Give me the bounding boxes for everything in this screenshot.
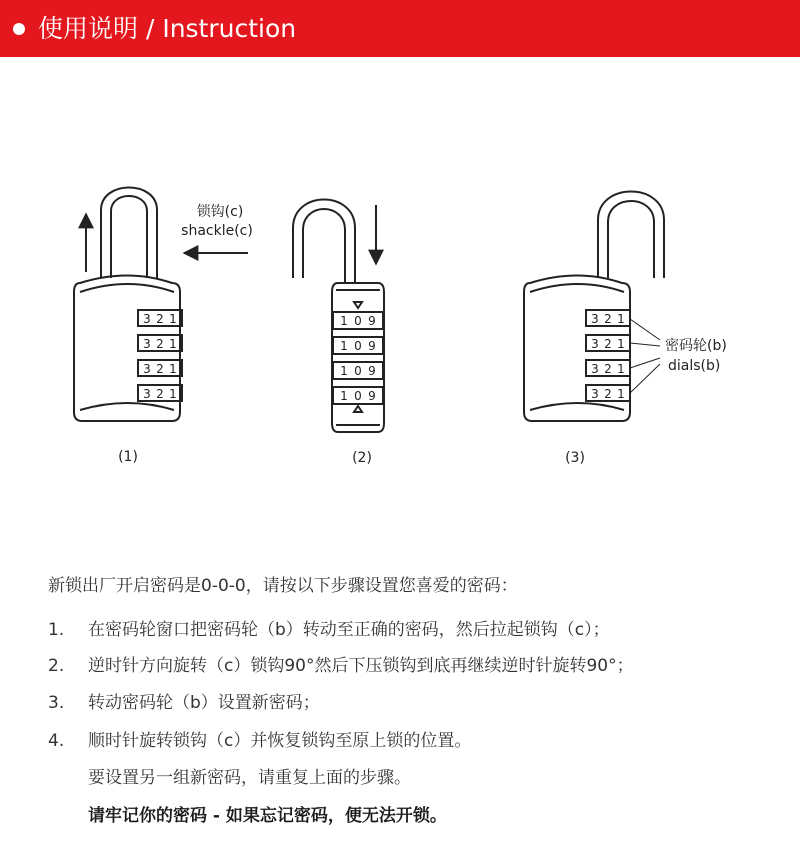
intro-text: 新锁出厂开启密码是0-0-0，请按以下步骤设置您喜爱的密码： — [48, 576, 518, 596]
lock-3-illustration — [524, 192, 664, 422]
list-item — [48, 616, 788, 644]
step-text: 逆时针方向旋转（c）锁钩90°然后下压锁钩到底再继续逆时针旋转90°； — [88, 656, 634, 676]
dial-digit: 3 — [143, 312, 151, 326]
dial-digit: 1 — [617, 362, 625, 376]
list-item — [48, 727, 788, 755]
lock-2-shackle — [293, 200, 355, 284]
dial-digit: 3 — [143, 362, 151, 376]
step-text: 在密码轮窗口把密码轮（b）转动至正确的密码，然后拉起锁钩（c）； — [88, 620, 610, 640]
dial-digit: 3 — [591, 312, 599, 326]
padlock-diagram — [0, 180, 800, 480]
dial-digit: 1 — [340, 389, 348, 403]
dial-digit: 1 — [340, 339, 348, 353]
dial-digit: 1 — [617, 312, 625, 326]
dial-digit: 1 — [340, 314, 348, 328]
dial-digit: 1 — [617, 337, 625, 351]
dial-digit: 3 — [591, 337, 599, 351]
list-item — [48, 652, 788, 680]
lock-1-caption: (1) — [118, 449, 138, 465]
repeat-note: 要设置另一组新密码，请重复上面的步骤。 — [88, 768, 411, 788]
lock-2-illustration — [293, 200, 384, 433]
list-item — [48, 689, 788, 717]
dial-digit: 2 — [156, 387, 164, 401]
dial-digit: 9 — [368, 364, 376, 378]
step-number: 4. — [48, 731, 65, 751]
dial-digit: 0 — [354, 339, 362, 353]
dial-digit: 3 — [143, 337, 151, 351]
dial-digit: 2 — [604, 387, 612, 401]
dials-callout-lines — [630, 319, 660, 393]
dial-digit: 2 — [156, 362, 164, 376]
dial-digit: 1 — [617, 387, 625, 401]
lock-3-body — [524, 276, 630, 422]
step-text: 顺时针旋转锁钩（c）并恢复锁钩至原上锁的位置。 — [88, 731, 472, 751]
dials-label-cn: 密码轮(b) — [665, 338, 727, 354]
dial-digit: 9 — [368, 314, 376, 328]
header-bar — [0, 0, 800, 57]
step-text: 转动密码轮（b）设置新密码； — [88, 693, 320, 713]
warning-text: 请牢记你的密码 - 如果忘记密码，便无法开锁。 — [88, 806, 447, 826]
dial-digit: 3 — [143, 387, 151, 401]
dial-digit: 0 — [354, 364, 362, 378]
lock-2-caption: (2) — [352, 450, 372, 466]
step-number: 2. — [48, 656, 65, 676]
page-title: 使用说明 / Instruction — [38, 14, 297, 43]
dial-digit: 1 — [169, 387, 177, 401]
dial-digit: 2 — [604, 337, 612, 351]
dial-digit: 1 — [340, 364, 348, 378]
step-number: 1. — [48, 620, 65, 640]
dials-label-en: dials(b) — [668, 358, 721, 374]
lock-2-body — [332, 283, 384, 432]
dial-digit: 1 — [169, 337, 177, 351]
lock-1-shackle — [101, 188, 157, 279]
dial-digit: 0 — [354, 314, 362, 328]
dial-digit: 3 — [591, 387, 599, 401]
step-number: 3. — [48, 693, 65, 713]
shackle-label-cn: 锁钩(c) — [196, 204, 244, 220]
bullet-icon — [13, 23, 25, 35]
dial-digit: 3 — [591, 362, 599, 376]
lock-3-shackle — [598, 192, 664, 279]
dial-digit: 9 — [368, 339, 376, 353]
dial-digit: 2 — [156, 337, 164, 351]
dial-digit: 2 — [604, 312, 612, 326]
dial-digit: 1 — [169, 312, 177, 326]
dial-digit: 1 — [169, 362, 177, 376]
shackle-label-en: shackle(c) — [181, 223, 253, 239]
dial-digit: 9 — [368, 389, 376, 403]
lock-3-caption: (3) — [565, 450, 585, 466]
dial-digit: 2 — [156, 312, 164, 326]
lock-1-body — [74, 276, 180, 422]
dial-digit: 2 — [604, 362, 612, 376]
dial-digit: 0 — [354, 389, 362, 403]
